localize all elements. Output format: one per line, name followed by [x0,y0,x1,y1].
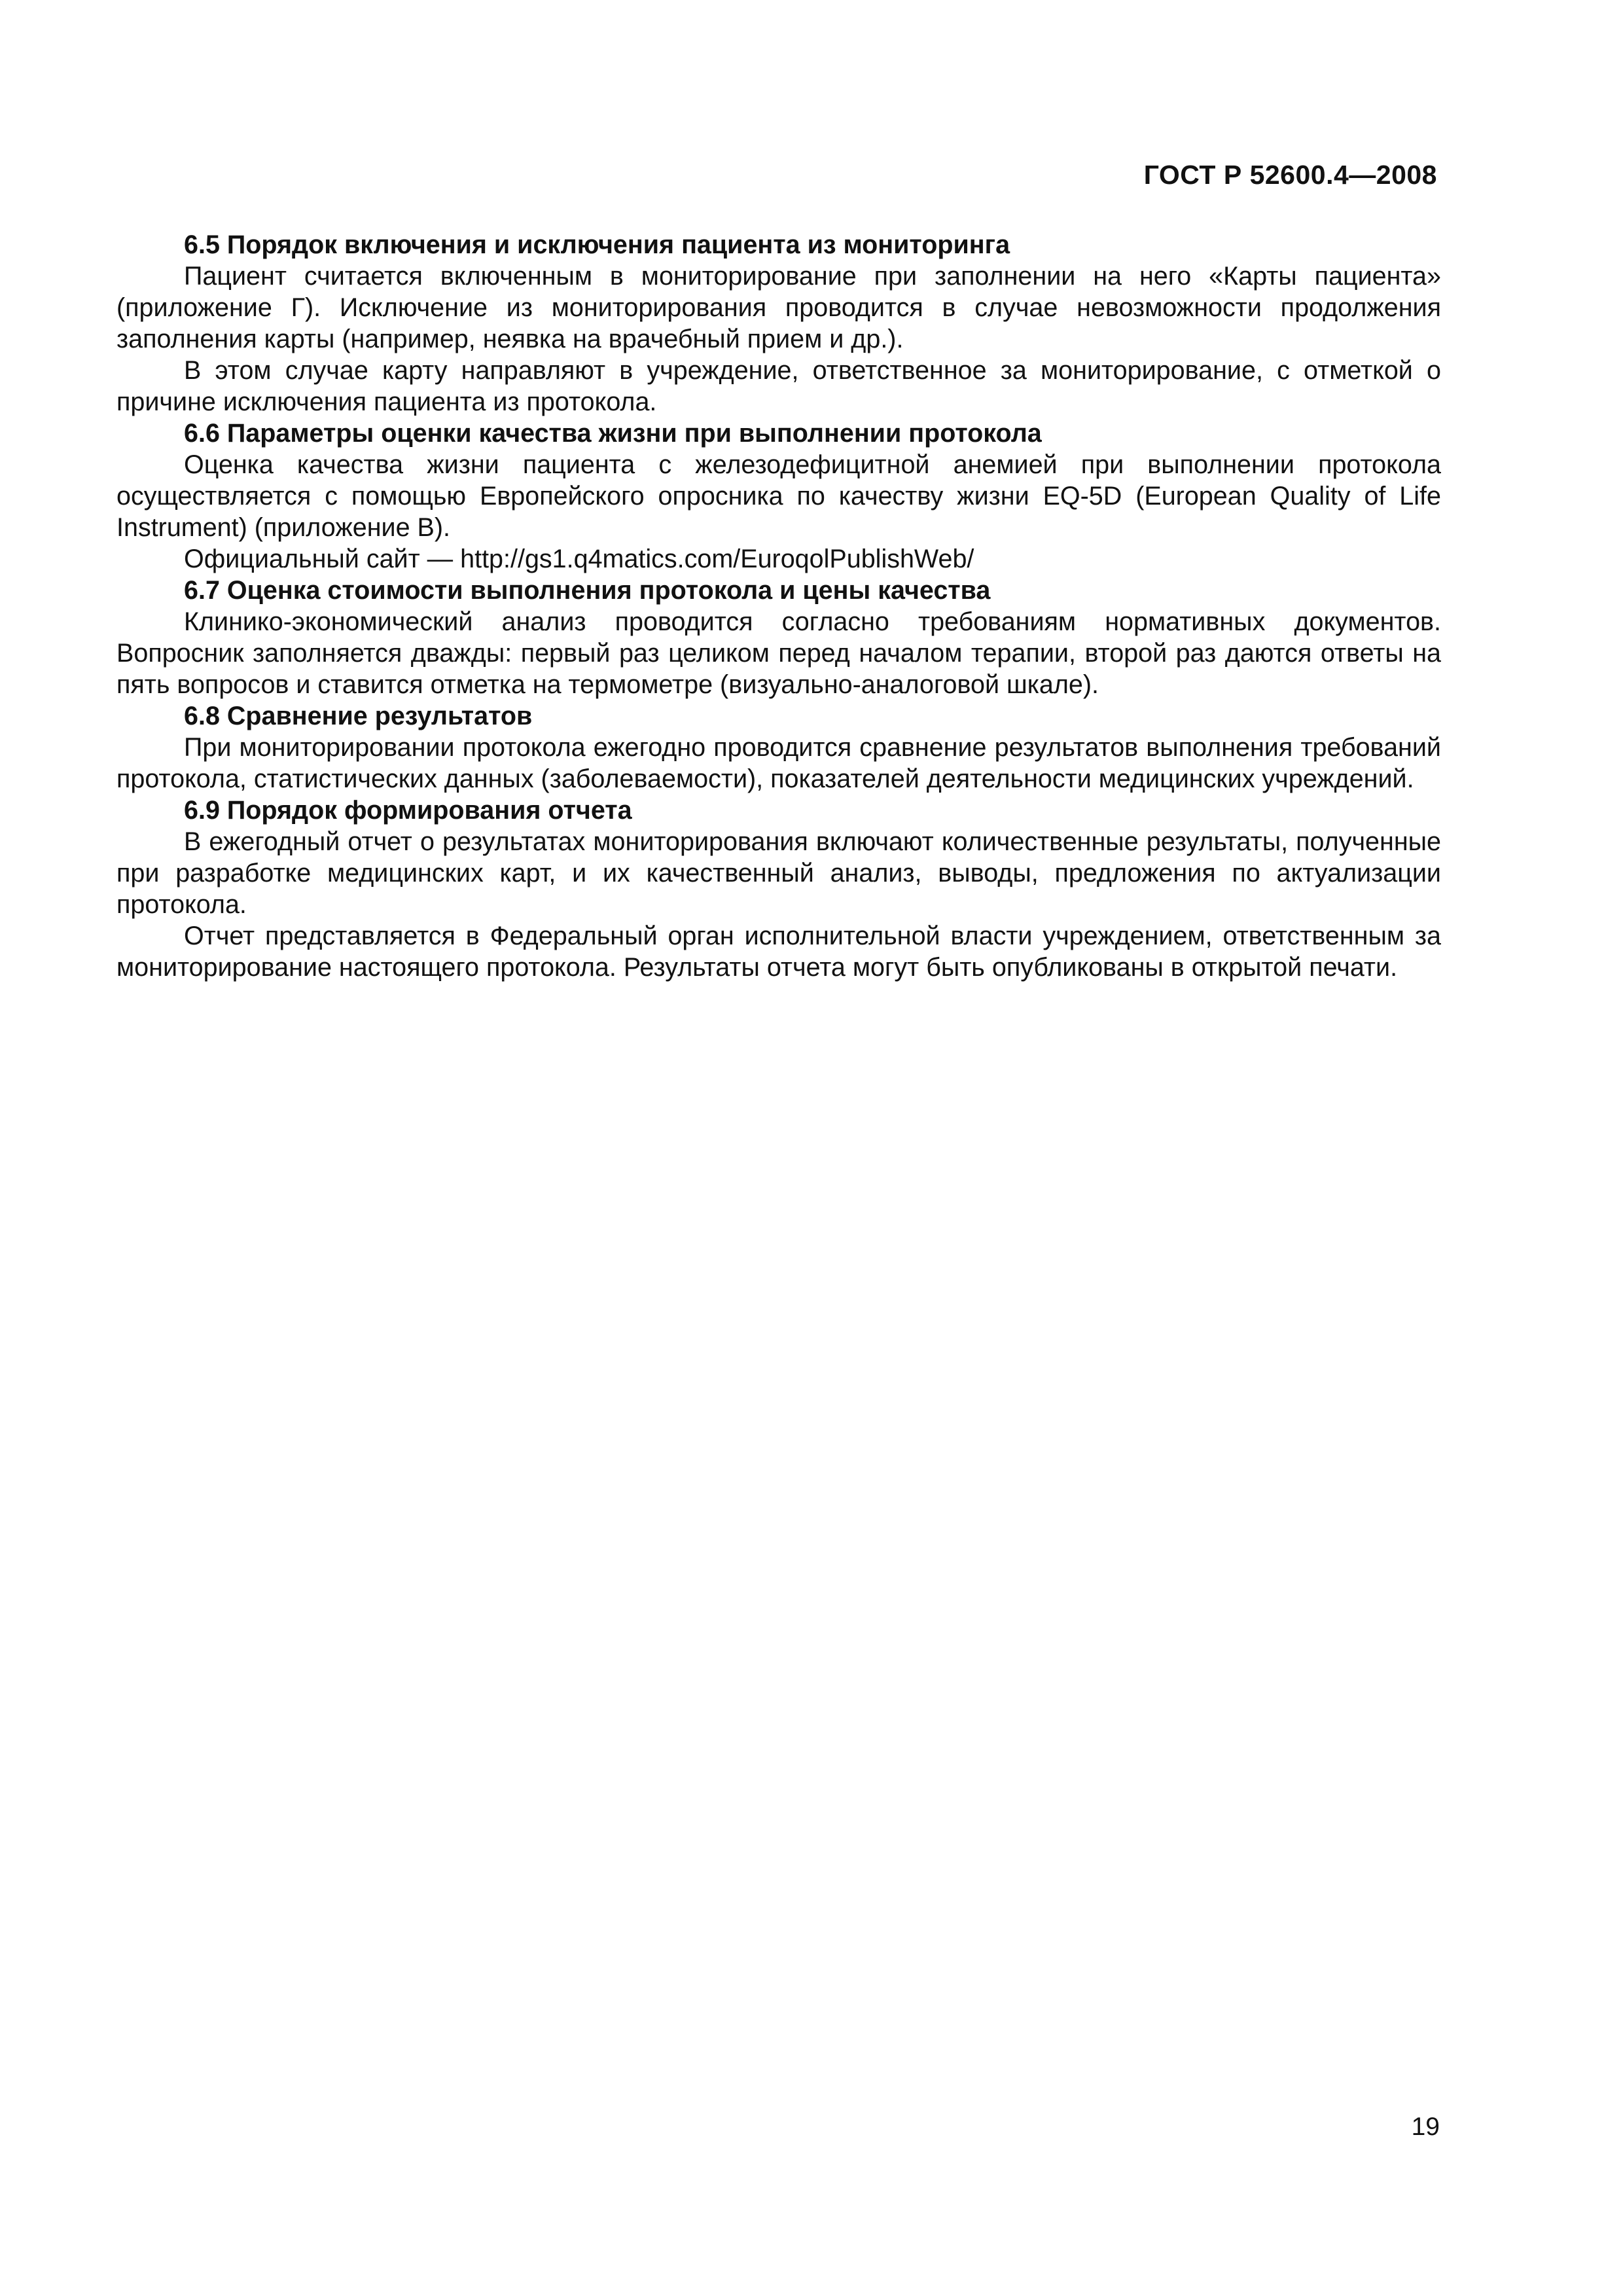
official-site-line: Официальный сайт — http://gs1.q4matics.com/EuroqolPublishWeb/ [184,545,974,573]
page-number: 19 [1411,2113,1440,2141]
section-title: 6.5 Порядок включения и исключения пациента из мониторинга [184,230,1010,259]
section-title: 6.9 Порядок формирования отчета [184,796,632,825]
paragraph: При мониторировании протокола ежегодно проводится сравнение результатов выполнения требований протокола, статистических данных (заболеваемости), показателей деятельности медицинских учреждений. [116,733,1441,793]
paragraph: Отчет представляется в Федеральный орган исполнительной власти учреждением, ответственным за мониторирование настоящего протокола. Результаты отчета могут быть опубликованы в открытой печати. [116,922,1441,982]
document-code-header: ГОСТ Р 52600.4—2008 [1143,160,1437,190]
section-title: 6.7 Оценка стоимости выполнения протокола и цены качества [184,576,991,605]
paragraph: В этом случае карту направляют в учреждение, ответственное за мониторирование, с отметкой о причине исключения пациента из протокола. [116,356,1441,416]
section-6-8 [116,700,1441,795]
section-6-5 [116,229,1441,418]
section-title: 6.6 Параметры оценки качества жизни при выполнении протокола [184,419,1042,448]
paragraph: В ежегодный отчет о результатах мониторирования включают количественные результаты, полученные при разработке медицинских карт, и их качественный анализ, выводы, предложения по актуализации протокола. [116,827,1441,919]
section-6-9 [116,795,1441,983]
document-body [116,229,1441,983]
paragraph: Пациент считается включенным в мониторирование при заполнении на него «Карты пациента» (приложение Г). Исключение из мониторирования проводится в случае невозможности продолжения заполнения карты (например, неявка на врачебный прием и др.). [116,262,1441,353]
paragraph: Оценка качества жизни пациента с железодефицитной анемией при выполнении протокола осуществляется с помощью Европейского опросника по качеству жизни EQ-5D (European Quality of Life Instrument) (приложение В). [116,450,1441,542]
section-title: 6.8 Сравнение результатов [184,702,533,730]
section-6-7 [116,575,1441,700]
paragraph: Клинико-экономический анализ проводится согласно требованиям нормативных документов. Вопросник заполняется дважды: первый раз целиком перед началом терапии, второй раз даются ответы на пять вопросов и ставится отметка на термометре (визуально-аналоговой шкале). [116,607,1441,699]
section-6-6 [116,418,1441,575]
